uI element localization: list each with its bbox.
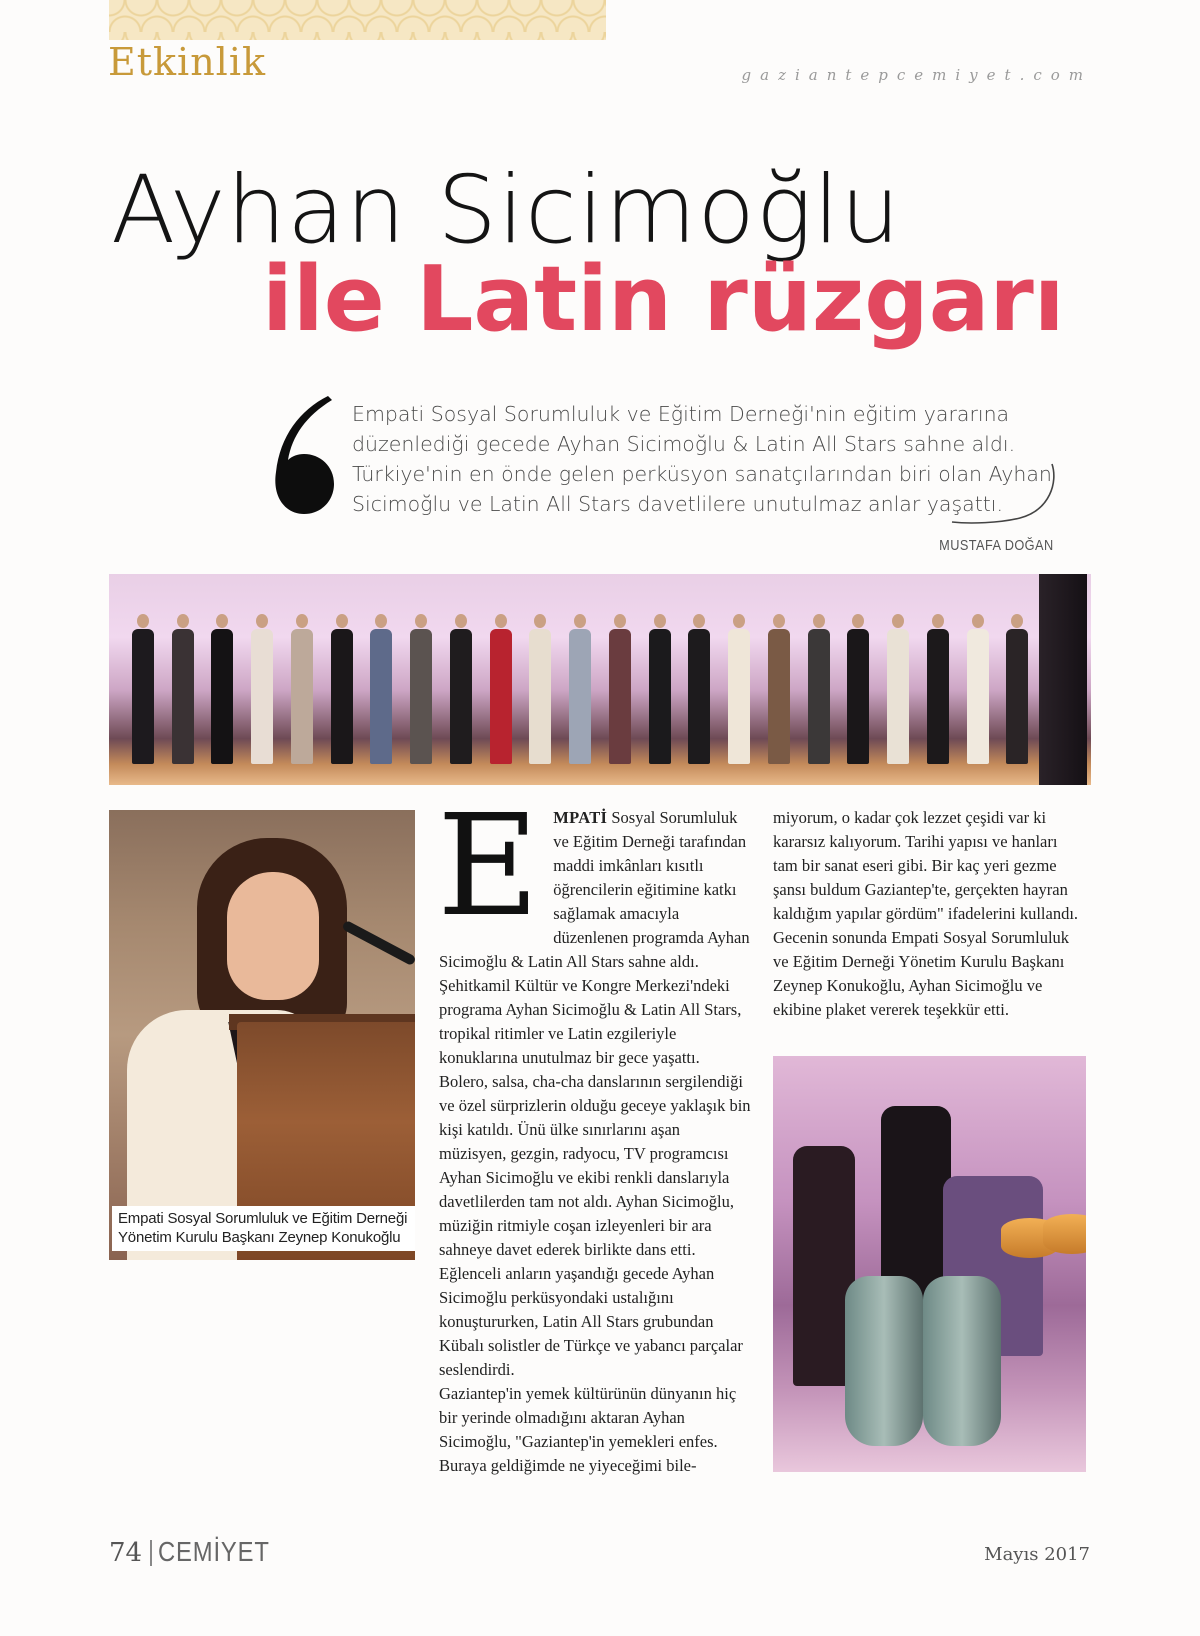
conga-drum	[845, 1276, 923, 1446]
website-url: gaziantepcemiyet.com	[741, 66, 1092, 84]
swoosh-decoration-icon	[950, 460, 1060, 528]
issue-date: Mayıs 2017	[984, 1544, 1090, 1565]
performer-figure	[806, 614, 832, 764]
speaker-photo	[109, 810, 415, 1260]
performer-figure	[329, 614, 355, 764]
stage-speaker-stack	[1039, 574, 1087, 785]
performers-on-stage	[109, 614, 1091, 764]
page-number: 74	[109, 1538, 143, 1568]
band-performance-photo	[773, 1056, 1086, 1472]
performer-figure	[488, 614, 514, 764]
drop-cap: E	[437, 785, 540, 948]
article-body-continued: miyorum, o kadar çok lezzet çeşidi var ki kararsız kalıyorum. Tarihi yapısı ve hanları tam bir sanat eseri gibi. Bir kaç yeri gezme şansı buldum Gaziantep'te, gerçekten hayran kaldığım yapılar gördüm" ifadelerini kullandı. Gecenin sonunda Empati Sosyal Sorumluluk ve Eğitim Derneği Yönetim Kurulu Başkanı Zeynep Konukoğlu, Ayhan Sicimoğlu ve ekibine plaket vererek teşekkür etti.	[773, 808, 1079, 1019]
conga-drum	[923, 1276, 1001, 1446]
performer-figure	[925, 614, 951, 764]
photo-caption-line-2: Yönetim Kurulu Başkanı Zeynep Konukoğlu	[118, 1229, 401, 1246]
performer-figure	[965, 614, 991, 764]
speaker-face	[227, 872, 319, 1000]
performer-figure	[567, 614, 593, 764]
headline-line-1: Ayhan Sicimoğlu	[111, 156, 901, 265]
quote-mark-icon	[270, 392, 340, 516]
performer-figure	[1004, 614, 1030, 764]
article-column-1	[437, 785, 751, 1478]
performer-figure	[130, 614, 156, 764]
magazine-name: CEMİYET	[158, 1536, 270, 1567]
performer-figure	[885, 614, 911, 764]
performer-figure	[408, 614, 434, 764]
article-body-text: Sosyal Sorumluluk ve Eğitim Derneği tarafından maddi imkânları kısıtlı öğrencilerin eğitimine katkı sağlamak amacıyla düzenlenen programda Ayhan Sicimoğlu & Latin All Stars sahne aldı. Şehitkamil Kültür ve Kongre Merkezi'ndeki programa Ayhan Sicimoğlu & Latin All Stars, tropikal ritimler ve Latin ezgileriyle konuklarına unutulmaz bir gece yaşattı. Bolero, salsa, cha-cha danslarının sergilendiği ve özel sürprizlerin olduğu geceye yaklaşık bin kişi katıldı. Ünü ülke sınırlarını aşan müzisyen, gezgin, radyocu, TV programcısı Ayhan Sicimoğlu ve ekibi renkli danslarıyla davetlilerden tam not aldı. Ayhan Sicimoğlu, müziğin ritmiyle coşan izleyenleri bir ara sahneye davet ederek birlikte dans etti. Eğlenceli anların yaşandığı gecede Ayhan Sicimoğlu perküsyondaki ustalığını konuştururken, Latin All Stars grubundan Kübalı solistler de Türkçe ve yabancı parçalar seslendirdi.	[439, 808, 751, 1379]
performer-figure	[249, 614, 275, 764]
performer-figure	[209, 614, 235, 764]
performer-figure	[607, 614, 633, 764]
performer-figure	[726, 614, 752, 764]
photo-caption	[112, 1206, 415, 1251]
performer-figure	[845, 614, 871, 764]
performer-figure	[289, 614, 315, 764]
headline-line-2: ile Latin rüzgarı	[262, 247, 1065, 352]
author-byline: MUSTAFA DOĞAN	[939, 537, 1054, 554]
performer-figure	[647, 614, 673, 764]
timbale-drum	[1043, 1214, 1086, 1254]
performer-figure	[527, 614, 553, 764]
performer-figure	[686, 614, 712, 764]
performer-figure	[170, 614, 196, 764]
performer-figure	[766, 614, 792, 764]
photo-caption-line-1: Empati Sosyal Sorumluluk ve Eğitim Derneği	[118, 1210, 408, 1227]
article-body-paragraph-2: Gaziantep'in yemek kültürünün dünyanın hiç bir yerinde olmadığını aktaran Ayhan Sicimoğlu, "Gaziantep'in yemekleri enfes. Buraya geldiğimde ne yiyeceğimi bile-	[439, 1384, 737, 1475]
decorative-pattern-band	[109, 0, 606, 40]
footer-divider	[150, 1540, 152, 1566]
lead-word: MPATİ	[553, 808, 608, 827]
performer-figure	[368, 614, 394, 764]
lead-paragraph: Empati Sosyal Sorumluluk ve Eğitim Derneği'nin eğitim yararına düzenlediği gecede Ayhan Sicimoğlu & Latin All Stars sahne aldı. Türkiye'nin en önde gelen perküsyon sanatçılarından biri olan Ayhan Sicimoğlu ve Latin All Stars davetlilere unutulmaz anlar yaşattı.	[352, 402, 1052, 516]
stage-group-photo	[109, 574, 1091, 785]
article-column-2	[773, 806, 1085, 1022]
performer-figure	[448, 614, 474, 764]
section-label: Etkinlik	[108, 40, 266, 84]
microphone	[341, 920, 415, 966]
